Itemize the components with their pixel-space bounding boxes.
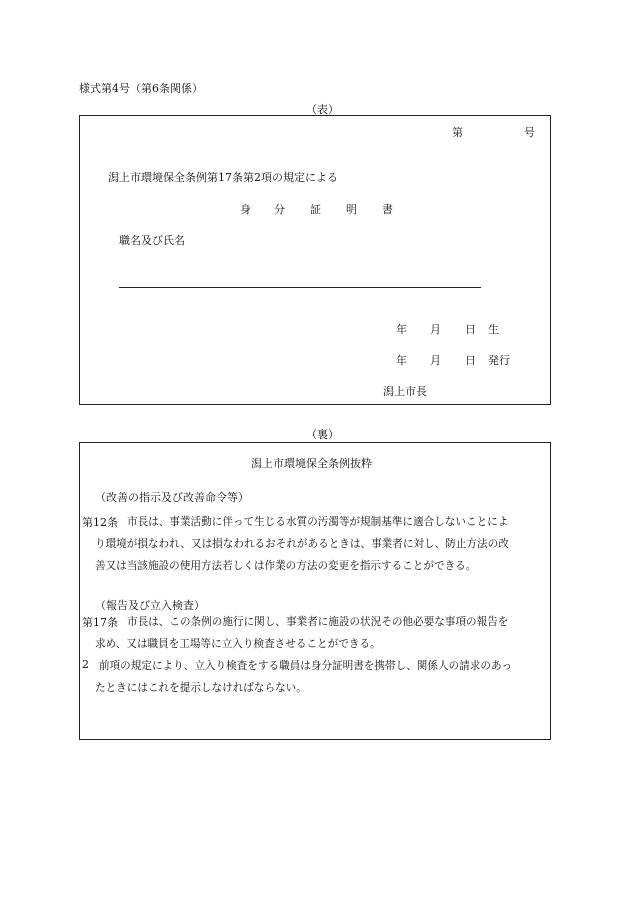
paragraph2-line: たときにはこれを提示しなければならない。: [95, 682, 307, 694]
name-label: 職名及び氏名: [119, 234, 185, 247]
back-heading: 潟上市環境保全条例抜粋: [251, 457, 372, 470]
issue-day-label: 日: [465, 354, 476, 367]
signature-line: [119, 287, 481, 288]
number-prefix: 第: [452, 126, 463, 139]
article17-number: 第17条: [82, 616, 118, 629]
title-char: 分: [274, 203, 285, 216]
article12-number: 第12条: [82, 516, 118, 529]
front-side-label: （表）: [306, 103, 339, 116]
issue-year-label: 年: [396, 354, 407, 367]
issue-month-label: 月: [430, 354, 441, 367]
article12-line: 市長は、事業活動に伴って生じる水質の汚濁等が規制基準に適合しないことによ: [127, 516, 509, 528]
number-suffix: 号: [524, 126, 535, 139]
title-char: 身: [240, 203, 251, 216]
paragraph2-line: 前項の規定により、立入り検査をする職員は身分証明書を携帯し、関係人の請求のあっ: [99, 660, 513, 672]
issuer: 潟上市長: [383, 385, 427, 398]
birth-suffix: 生: [488, 323, 499, 336]
section2-caption: （報告及び立入検査）: [95, 599, 205, 612]
legal-basis: 潟上市環境保全条例第17条第2項の規定による: [108, 171, 338, 184]
back-side-label: （裏）: [306, 428, 339, 441]
article17-line: 市長は、この条例の施行に関し、事業者に施設の状況その他必要な事項の報告を: [127, 616, 509, 628]
birth-month-label: 月: [430, 323, 441, 336]
issue-suffix: 発行: [488, 354, 510, 367]
article17-line: 求め、又は職員を工場等に立入り検査させることができる。: [95, 638, 381, 650]
paragraph2-number: 2: [82, 658, 89, 671]
front-card-box: [79, 115, 551, 405]
article12-line: 善又は当該施設の使用方法若しくは作業の方法の変更を指示することができる。: [95, 560, 477, 572]
form-label: 様式第4号（第6条関係）: [79, 82, 203, 95]
title-char: 書: [382, 203, 393, 216]
title-char: 明: [346, 203, 357, 216]
title-char: 証: [310, 203, 321, 216]
section1-caption: （改善の指示及び改善命令等）: [95, 491, 249, 504]
birth-day-label: 日: [465, 323, 476, 336]
back-card-box: [79, 442, 551, 740]
birth-year-label: 年: [396, 323, 407, 336]
article12-line: り環境が損なわれ、又は損なわれるおそれがあるときは、事業者に対し、防止方法の改: [95, 538, 509, 550]
